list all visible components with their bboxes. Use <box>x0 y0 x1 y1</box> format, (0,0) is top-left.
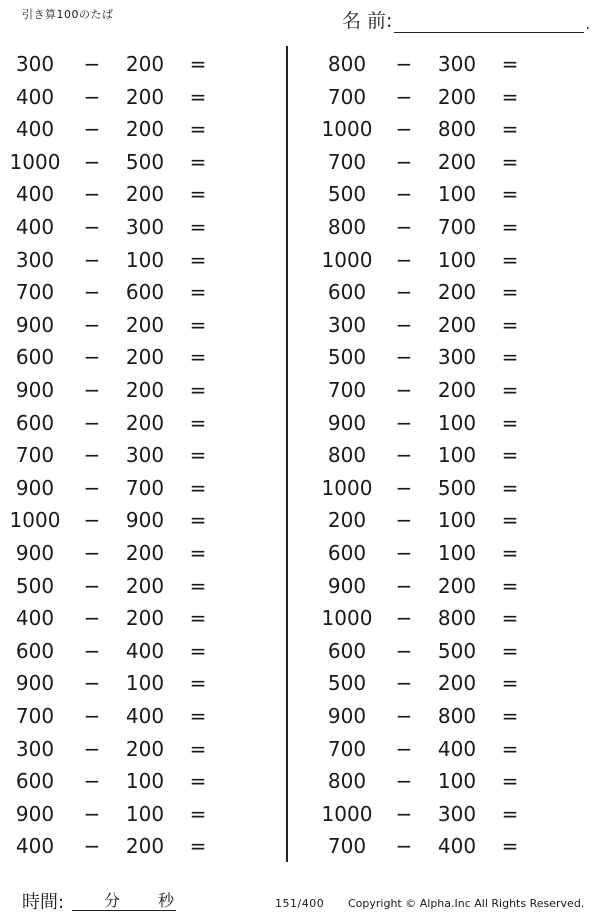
name-label: 名 前: <box>342 10 393 32</box>
minus-sign: − <box>83 801 101 826</box>
subtrahend: 100 <box>125 671 165 696</box>
equals-sign: = <box>501 801 519 826</box>
minus-sign: − <box>83 280 101 305</box>
minuend: 500 <box>327 345 367 370</box>
column-divider <box>286 46 288 862</box>
subtrahend: 200 <box>125 736 165 761</box>
subtrahend: 800 <box>437 606 477 631</box>
minus-sign: − <box>395 247 413 272</box>
minuend: 600 <box>15 410 55 435</box>
minuend: 1000 <box>321 801 373 826</box>
equals-sign: = <box>501 149 519 174</box>
equals-sign: = <box>189 736 207 761</box>
minus-sign: − <box>395 638 413 663</box>
equals-sign: = <box>189 541 207 565</box>
minuend: 1000 <box>321 117 373 142</box>
minus-sign: − <box>395 801 413 826</box>
subtrahend: 100 <box>437 443 477 468</box>
equals-sign: = <box>189 312 207 337</box>
minuend: 600 <box>327 541 367 565</box>
minuend: 600 <box>327 638 367 663</box>
subtrahend: 100 <box>125 769 165 794</box>
minus-sign: − <box>83 247 101 272</box>
subtrahend: 100 <box>437 182 477 207</box>
name-line-end: . <box>585 17 590 33</box>
equals-sign: = <box>501 345 519 370</box>
minus-sign: − <box>395 182 413 207</box>
subtrahend: 200 <box>437 671 477 696</box>
equals-sign: = <box>189 704 207 728</box>
equals-sign: = <box>501 280 519 305</box>
minuend: 300 <box>15 736 55 761</box>
minus-sign: − <box>83 149 101 174</box>
subtrahend: 800 <box>437 704 477 728</box>
minus-sign: − <box>83 704 101 728</box>
minuend: 700 <box>327 378 367 402</box>
minuend: 500 <box>15 573 55 598</box>
equals-sign: = <box>189 834 207 859</box>
minuend: 500 <box>327 671 367 696</box>
minuend: 900 <box>15 671 55 696</box>
equals-sign: = <box>501 704 519 728</box>
equals-sign: = <box>189 247 207 272</box>
equals-sign: = <box>501 638 519 663</box>
equals-sign: = <box>501 410 519 435</box>
equals-sign: = <box>501 606 519 631</box>
equals-sign: = <box>189 117 207 142</box>
minus-sign: − <box>395 52 413 76</box>
subtrahend: 200 <box>437 312 477 337</box>
minuend: 200 <box>327 508 367 533</box>
equals-sign: = <box>189 475 207 500</box>
equals-sign: = <box>189 149 207 174</box>
minuend: 900 <box>15 312 55 337</box>
minus-sign: − <box>395 443 413 468</box>
subtrahend: 100 <box>437 769 477 794</box>
subtrahend: 200 <box>437 149 477 174</box>
minuend: 400 <box>15 182 55 207</box>
equals-sign: = <box>189 769 207 794</box>
minus-sign: − <box>395 117 413 142</box>
subtrahend: 800 <box>437 117 477 142</box>
minuend: 800 <box>327 215 367 239</box>
minuend: 1000 <box>321 606 373 631</box>
minus-sign: − <box>83 52 101 76</box>
equals-sign: = <box>501 52 519 76</box>
minus-sign: − <box>395 704 413 728</box>
equals-sign: = <box>501 475 519 500</box>
subtrahend: 400 <box>437 834 477 859</box>
minuend: 900 <box>15 475 55 500</box>
equals-sign: = <box>189 84 207 109</box>
equals-sign: = <box>501 378 519 402</box>
minuend: 400 <box>15 606 55 631</box>
minus-sign: − <box>83 378 101 402</box>
minuend: 600 <box>15 345 55 370</box>
subtrahend: 500 <box>437 638 477 663</box>
equals-sign: = <box>501 84 519 109</box>
minus-sign: − <box>395 508 413 533</box>
subtrahend: 400 <box>125 704 165 728</box>
minuend: 800 <box>327 52 367 76</box>
subtrahend: 200 <box>125 117 165 142</box>
minus-sign: − <box>83 443 101 468</box>
minus-sign: − <box>395 312 413 337</box>
minus-sign: − <box>395 475 413 500</box>
equals-sign: = <box>189 280 207 305</box>
equals-sign: = <box>501 215 519 239</box>
minuend: 800 <box>327 769 367 794</box>
subtrahend: 900 <box>125 508 165 533</box>
equals-sign: = <box>189 508 207 533</box>
name-field <box>342 6 590 33</box>
subtrahend: 700 <box>125 475 165 500</box>
subtrahend: 200 <box>125 84 165 109</box>
subtrahend: 200 <box>437 84 477 109</box>
equals-sign: = <box>189 606 207 631</box>
equals-sign: = <box>501 769 519 794</box>
equals-sign: = <box>189 345 207 370</box>
equals-sign: = <box>501 573 519 598</box>
equals-sign: = <box>189 671 207 696</box>
minuend: 900 <box>327 704 367 728</box>
minus-sign: − <box>83 508 101 533</box>
minus-sign: − <box>395 671 413 696</box>
equals-sign: = <box>189 378 207 402</box>
time-label: 時間: <box>22 892 65 913</box>
minuend: 1000 <box>9 508 61 533</box>
minuend: 900 <box>15 801 55 826</box>
minus-sign: − <box>83 671 101 696</box>
subtrahend: 200 <box>125 410 165 435</box>
minuend: 600 <box>327 280 367 305</box>
minutes-label: 分 <box>104 891 121 910</box>
minus-sign: − <box>83 410 101 435</box>
equals-sign: = <box>189 52 207 76</box>
subtrahend: 300 <box>125 443 165 468</box>
equals-sign: = <box>501 671 519 696</box>
name-input-line[interactable] <box>394 12 584 33</box>
subtrahend: 100 <box>437 247 477 272</box>
minuend: 400 <box>15 117 55 142</box>
subtrahend: 200 <box>125 606 165 631</box>
minuend: 700 <box>327 834 367 859</box>
subtrahend: 100 <box>437 410 477 435</box>
minuend: 1000 <box>321 247 373 272</box>
equals-sign: = <box>501 312 519 337</box>
minus-sign: − <box>83 117 101 142</box>
minuend: 1000 <box>321 475 373 500</box>
subtrahend: 200 <box>125 573 165 598</box>
subtrahend: 200 <box>125 378 165 402</box>
subtrahend: 100 <box>125 801 165 826</box>
minus-sign: − <box>395 769 413 794</box>
worksheet-title: 引き算100のたば <box>22 8 114 21</box>
subtrahend: 100 <box>125 247 165 272</box>
equals-sign: = <box>501 508 519 533</box>
subtrahend: 200 <box>437 573 477 598</box>
equals-sign: = <box>501 834 519 859</box>
equals-sign: = <box>189 573 207 598</box>
minuend: 800 <box>327 443 367 468</box>
minus-sign: − <box>395 606 413 631</box>
subtrahend: 200 <box>125 52 165 76</box>
minus-sign: − <box>395 84 413 109</box>
subtrahend: 600 <box>125 280 165 305</box>
minus-sign: − <box>83 345 101 370</box>
subtrahend: 200 <box>125 345 165 370</box>
minus-sign: − <box>83 769 101 794</box>
subtrahend: 200 <box>125 182 165 207</box>
equals-sign: = <box>501 182 519 207</box>
equals-sign: = <box>501 247 519 272</box>
minus-sign: − <box>395 541 413 565</box>
minus-sign: − <box>395 215 413 239</box>
minuend: 900 <box>15 378 55 402</box>
minuend: 1000 <box>9 149 61 174</box>
minus-sign: − <box>395 378 413 402</box>
minuend: 300 <box>15 247 55 272</box>
subtrahend: 400 <box>437 736 477 761</box>
equals-sign: = <box>189 443 207 468</box>
minus-sign: − <box>83 606 101 631</box>
minuend: 500 <box>327 182 367 207</box>
subtrahend: 200 <box>437 378 477 402</box>
copyright-notice: Copyright © Alpha.Inc All Rights Reserved. <box>348 897 585 910</box>
equals-sign: = <box>501 541 519 565</box>
minuend: 400 <box>15 834 55 859</box>
minuend: 700 <box>327 149 367 174</box>
subtrahend: 200 <box>125 541 165 565</box>
minuend: 600 <box>15 638 55 663</box>
equals-sign: = <box>189 410 207 435</box>
subtrahend: 200 <box>437 280 477 305</box>
minus-sign: − <box>83 475 101 500</box>
minus-sign: − <box>83 834 101 859</box>
equals-sign: = <box>501 736 519 761</box>
minuend: 400 <box>15 84 55 109</box>
subtrahend: 300 <box>437 52 477 76</box>
subtrahend: 500 <box>437 475 477 500</box>
equals-sign: = <box>501 117 519 142</box>
minus-sign: − <box>83 312 101 337</box>
minuend: 700 <box>327 84 367 109</box>
subtrahend: 100 <box>437 508 477 533</box>
minuend: 700 <box>15 280 55 305</box>
equals-sign: = <box>189 215 207 239</box>
minuend: 300 <box>327 312 367 337</box>
minus-sign: − <box>395 834 413 859</box>
minus-sign: − <box>83 573 101 598</box>
minus-sign: − <box>83 182 101 207</box>
minus-sign: − <box>83 638 101 663</box>
subtrahend: 300 <box>437 801 477 826</box>
minuend: 900 <box>15 541 55 565</box>
minus-sign: − <box>395 410 413 435</box>
minus-sign: − <box>395 149 413 174</box>
equals-sign: = <box>189 638 207 663</box>
minuend: 700 <box>15 443 55 468</box>
page-number: 151/400 <box>275 897 325 910</box>
minus-sign: − <box>395 736 413 761</box>
minus-sign: − <box>395 280 413 305</box>
minuend: 600 <box>15 769 55 794</box>
minuend: 400 <box>15 215 55 239</box>
seconds-label: 秒 <box>158 891 175 910</box>
equals-sign: = <box>189 182 207 207</box>
minus-sign: − <box>83 84 101 109</box>
minus-sign: − <box>83 736 101 761</box>
subtrahend: 100 <box>437 541 477 565</box>
equals-sign: = <box>189 801 207 826</box>
minus-sign: − <box>83 215 101 239</box>
minuend: 300 <box>15 52 55 76</box>
minuend: 700 <box>15 704 55 728</box>
minus-sign: − <box>83 541 101 565</box>
equals-sign: = <box>501 443 519 468</box>
minus-sign: − <box>395 345 413 370</box>
subtrahend: 300 <box>437 345 477 370</box>
subtrahend: 300 <box>125 215 165 239</box>
minuend: 700 <box>327 736 367 761</box>
subtrahend: 200 <box>125 834 165 859</box>
minuend: 900 <box>327 573 367 598</box>
subtrahend: 200 <box>125 312 165 337</box>
subtrahend: 700 <box>437 215 477 239</box>
subtrahend: 500 <box>125 149 165 174</box>
minuend: 900 <box>327 410 367 435</box>
minus-sign: − <box>395 573 413 598</box>
subtrahend: 400 <box>125 638 165 663</box>
